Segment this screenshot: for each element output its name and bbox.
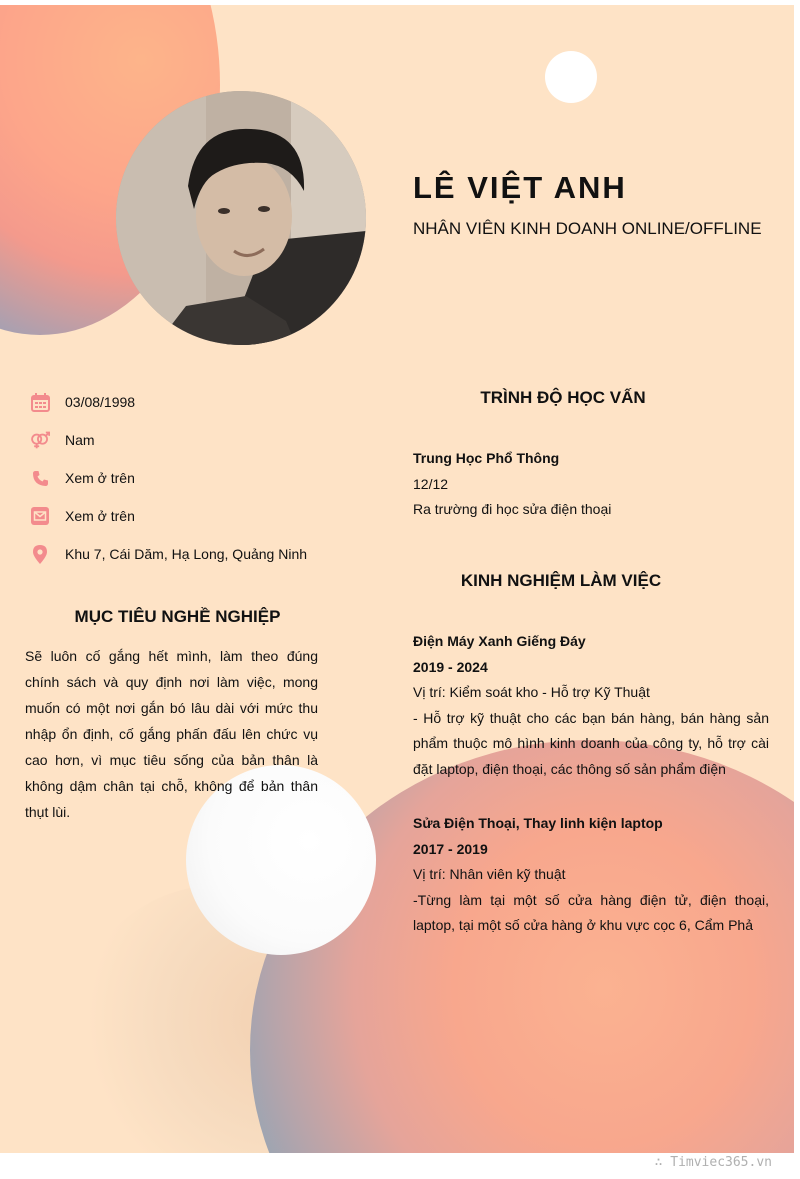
contact-birthday bbox=[30, 390, 135, 414]
experience-company: Điện Máy Xanh Giếng Đáy bbox=[413, 633, 586, 649]
contact-gender bbox=[30, 428, 95, 452]
birthday-text: 03/08/1998 bbox=[65, 394, 136, 410]
gender-text: Nam bbox=[65, 432, 95, 448]
email-icon bbox=[30, 506, 50, 526]
candidate-name: LÊ VIỆT ANH bbox=[413, 170, 627, 205]
education-note: Ra trường đi học sửa điện thoại bbox=[413, 501, 612, 517]
experience-item bbox=[413, 811, 769, 939]
experience-position: Vị trí: Nhân viên kỹ thuật bbox=[413, 866, 566, 882]
location-icon bbox=[30, 544, 50, 564]
education-grade: 12/12 bbox=[413, 475, 449, 492]
contact-phone bbox=[30, 466, 135, 490]
contact-email bbox=[30, 504, 135, 528]
phone-text: Xem ở trên bbox=[65, 470, 135, 486]
experience-heading: KINH NGHIỆM LÀM VIỆC bbox=[460, 571, 662, 590]
objective-text: Sẽ luôn cố gắng hết mình, làm theo đúng chính sách và quy định nơi làm việc, mong muốn có một nơi gắn bó lâu dài với mức thu nhập ổn định, cố gắng phấn đấu lên chức vụ cao hơn, vì mục tiêu sống của bản thân là không dậm chân tại chỗ, không để bản thân thụt lùi. bbox=[25, 648, 318, 820]
decorative-circle-top bbox=[545, 51, 597, 103]
experience-company: Sửa Điện Thoại, Thay linh kiện laptop bbox=[413, 815, 663, 831]
experience-period: 2019 - 2024 bbox=[413, 658, 488, 675]
experience-description: - Hỗ trợ kỹ thuật cho các bạn bán hàng, bán hàng sản phẩm thuộc mô hình kinh doanh của công ty, hỗ trợ cài đặt laptop, điện thoại, các thông số sản phẩm điện bbox=[413, 709, 769, 777]
education-heading: TRÌNH ĐỘ HỌC VẤN bbox=[480, 388, 646, 407]
experience-position: Vị trí: Kiểm soát kho - Hỗ trợ Kỹ Thuật bbox=[413, 684, 650, 700]
calendar-icon bbox=[30, 392, 50, 412]
contact-address bbox=[30, 542, 307, 566]
gender-icon bbox=[30, 430, 50, 450]
objective-heading: MỤC TIÊU NGHỀ NGHIỆP bbox=[74, 607, 281, 626]
education-school: Trung Học Phổ Thông bbox=[413, 450, 560, 466]
experience-description: -Từng làm tại một số cửa hàng điện tử, điện thoại, laptop, tại một số cửa hàng ở khu vực cọc 6, Cẩm Phả bbox=[413, 891, 769, 933]
experience-period: 2017 - 2019 bbox=[413, 840, 488, 857]
address-text: Khu 7, Cái Dăm, Hạ Long, Quảng Ninh bbox=[65, 546, 308, 562]
watermark: ∴ Timviec365.vn bbox=[654, 1155, 772, 1170]
cv-page bbox=[0, 5, 794, 1153]
experience-item bbox=[413, 629, 769, 782]
phone-icon bbox=[30, 468, 50, 488]
education-block bbox=[413, 446, 769, 523]
email-text: Xem ở trên bbox=[65, 508, 135, 524]
profile-photo bbox=[116, 91, 366, 345]
job-title: NHÂN VIÊN KINH DOANH ONLINE/OFFLINE bbox=[413, 219, 762, 238]
